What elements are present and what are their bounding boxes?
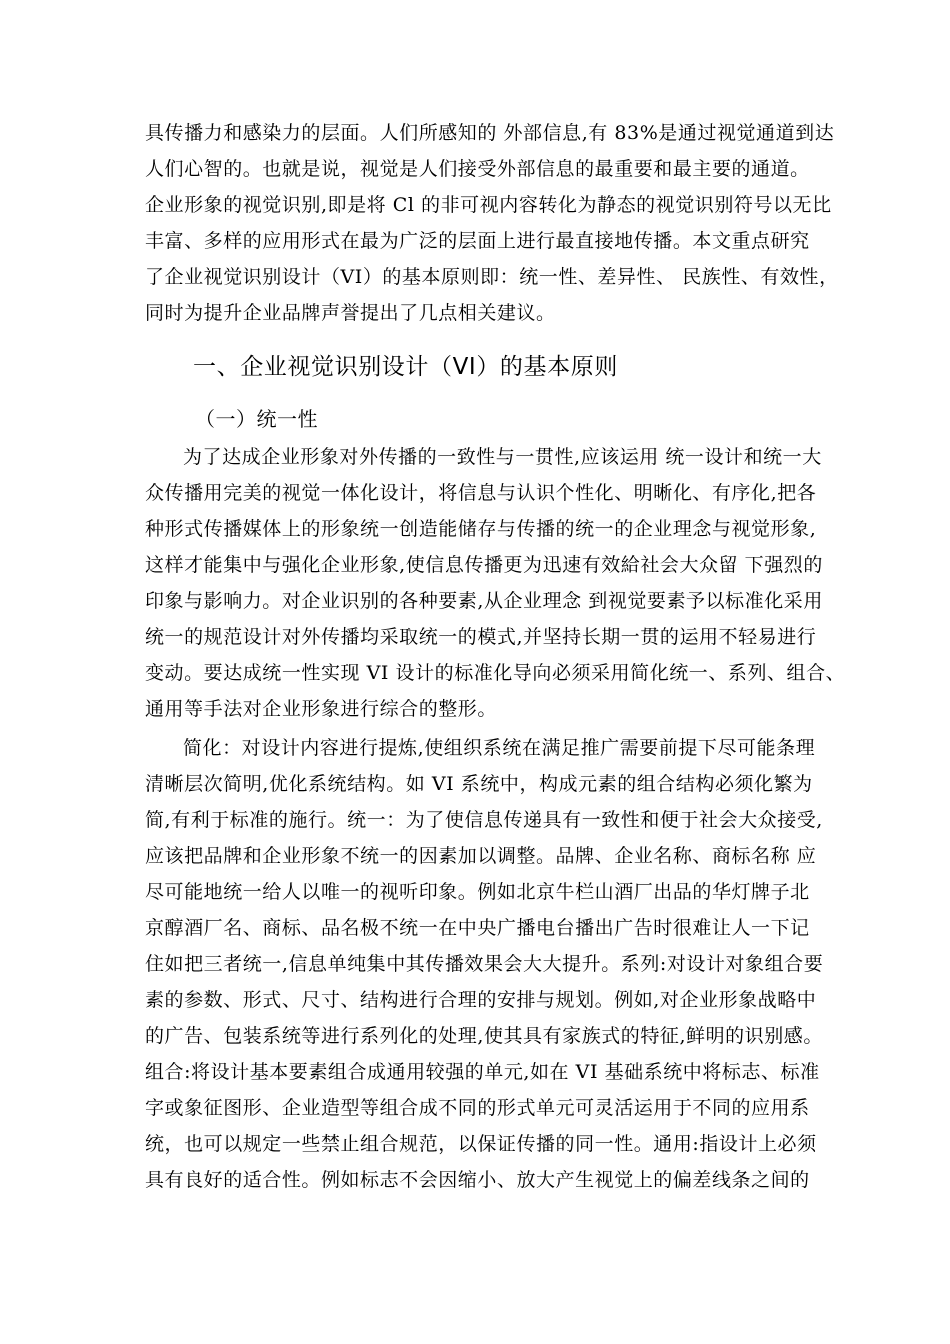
text-line: 尽可能地统一给人以唯一的视听印象。例如北京牛栏山酒厂出品的华灯牌子北	[145, 881, 810, 903]
text-line: 统一的规范设计对外传播均采取统一的模式,并坚持长期一贯的运用不轻易进行	[145, 626, 817, 648]
text-line: 住如把三者统一,信息单纯集中其传播效果会大大提升。系列:对设计对象组合要	[145, 953, 824, 975]
text-line: 素的参数、形式、尺寸、结构进行合理的安排与规划。例如,对企业形象战略中	[145, 989, 817, 1011]
text-line: 清晰层次简明,优化系统结构。如 VI 系统中，构成元素的组合结构必须化繁为	[145, 773, 813, 795]
text-line: 众传播用完美的视觉一体化设计，将信息与认识个性化、明晰化、有序化,把各	[145, 482, 817, 504]
text-line: 简化：对设计内容进行提炼,使组织系统在满足推广需要前提下尽可能条理	[183, 737, 816, 759]
text-line: 了企业视觉识别设计（VI）的基本原则即：统一性、差异性、 民族性、有效性，	[145, 266, 839, 288]
text-line: 为了达成企业形象对外传播的一致性与一贯性,应该运用 统一设计和统一大	[183, 446, 822, 468]
text-line: 人们心智的。也就是说，视觉是人们接受外部信息的最重要和最主要的通道。	[145, 158, 810, 180]
text-line: 变动。要达成统一性实现 VI 设计的标准化导向必须采用简化统一、系列、组合、	[145, 662, 846, 684]
text-line: 统，也可以规定一些禁止组合规范，以保证传播的同一性。通用:指设计上必须	[145, 1133, 817, 1155]
text-line: 这样才能集中与强化企业形象,使信息传播更为迅速有效給社会大众留 下强烈的	[145, 554, 823, 576]
text-line: 组合:将设计基本要素组合成通用较强的单元,如在 VI 基础系统中将标志、标准	[145, 1061, 820, 1083]
text-line: 印象与影响力。对企业识别的各种要素,从企业理念 到视觉要素予以标准化采用	[145, 590, 823, 612]
text-line: 的广告、包装系统等进行系列化的处理,使其具有家族式的特征,鲜明的识别感。	[145, 1025, 823, 1047]
text-line: 具传播力和感染力的层面。人们所感知的 外部信息,有 83%是通过视觉通道到达	[145, 122, 835, 144]
text-line: 字或象征图形、企业造型等组合成不同的形式单元可灵活运用于不同的应用系	[145, 1097, 810, 1119]
section-heading: 一、企业视觉识别设计（VI）的基本原则	[193, 354, 618, 380]
text-line: 简,有利于标准的施行。统一：为了使信息传递具有一致性和便于社会大众接受,	[145, 809, 823, 831]
text-line: 通用等手法对企业形象进行综合的整形。	[145, 698, 497, 720]
text-line: 应该把品牌和企业形象不统一的因素加以调整。品牌、企业名称、商标名称 应	[145, 845, 817, 867]
text-line: 种形式传播媒体上的形象统一创造能储存与传播的统一的企业理念与视觉形象,	[145, 518, 817, 540]
subsection-heading: （一）统一性	[195, 407, 318, 431]
text-line: 具有良好的适合性。例如标志不会因缩小、放大产生视觉上的偏差线条之间的	[145, 1169, 810, 1191]
text-line: 京醇酒厂名、商标、品名极不统一在中央广播电台播出广告时很难让人一下记	[145, 917, 810, 939]
text-line: 企业形象的视觉识别,即是将 Cl 的非可视内容转化为静态的视觉识别符号以无比	[145, 194, 832, 216]
text-line: 同时为提升企业品牌声誉提出了几点相关建议。	[145, 302, 556, 324]
text-line: 丰富、多样的应用形式在最为广泛的层面上进行最直接地传播。本文重点研究	[145, 230, 810, 252]
